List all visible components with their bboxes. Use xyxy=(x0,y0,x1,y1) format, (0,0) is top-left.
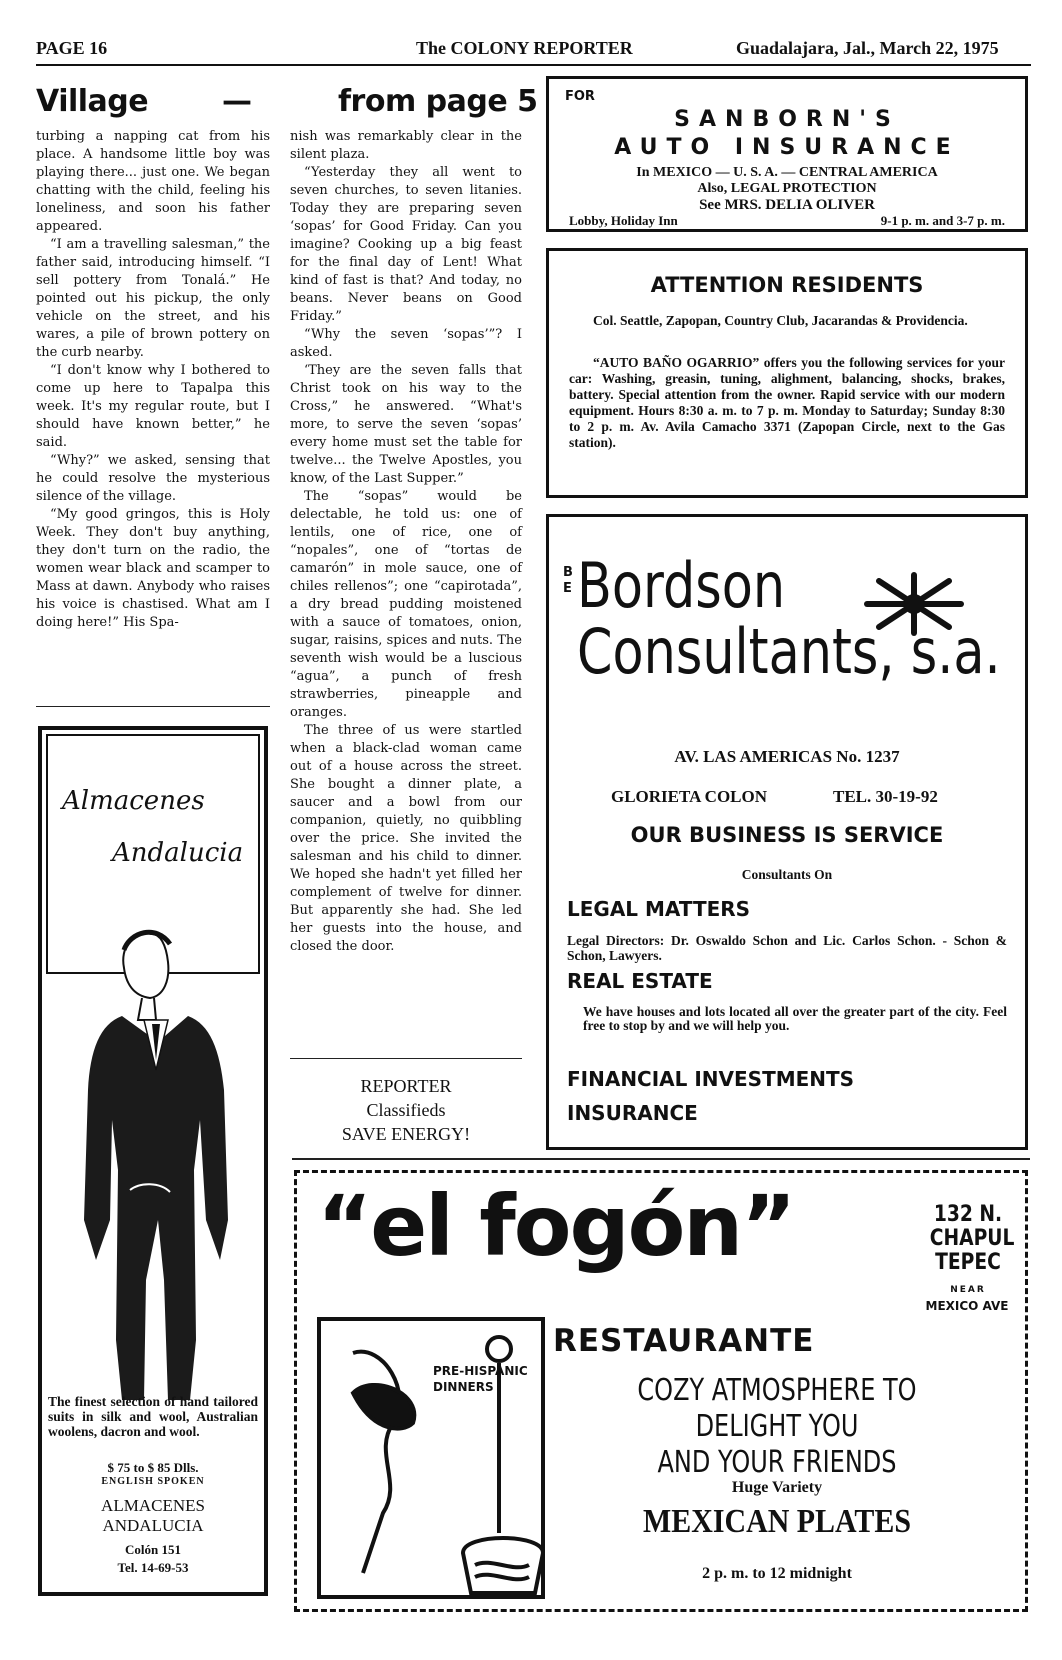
ad-el-fogon xyxy=(294,1170,1028,1612)
fogon-tagline xyxy=(609,1373,945,1481)
legal-matters-heading: LEGAL MATTERS xyxy=(567,897,751,921)
paragraph: ‘They are the seven falls that Christ took on his way to the Cross,” he answered. “What's more, to serve the seven ‘sopas’ every home must set the table for twelve... the Twelve Apostles, you know, of the Last Supper.” xyxy=(290,363,522,486)
paragraph: “I don't know why I bothered to come up here to Tapalpa this week. It's my regular route, but I should have known better,” he said. xyxy=(36,363,270,450)
paragraph: “Why the seven ‘sopas’”? I asked. xyxy=(290,327,522,360)
near-street: MEXICO AVE xyxy=(925,1299,1009,1313)
paragraph: “Yesterday they all went to seven churches, to seven litanies. Today they are preparing seven ‘sopas’ for Good Friday. Can you imagine? Cooking up a big feast for the final day of Lent! What kind of fast is that? And today, no beans. Never beans on Good Friday.” xyxy=(290,165,522,324)
tagline-line: AND YOUR FRIENDS xyxy=(657,1445,897,1480)
business-slogan: OUR BUSINESS IS SERVICE xyxy=(630,823,944,847)
reporter-classifieds-filler xyxy=(290,1074,522,1146)
mexican-plates: MEXICAN PLATES xyxy=(643,1503,911,1540)
legal-protection: Also, LEGAL PROTECTION xyxy=(697,181,877,196)
bordson-phone: TEL. 30-19-92 xyxy=(833,787,938,806)
dateline: Guadalajara, Jal., March 22, 1975 xyxy=(736,38,999,58)
suit-price: $ 75 to $ 85 Dlls. xyxy=(107,1460,199,1475)
real-estate-description: We have houses and lots located all over the greater part of the city. Feel free to stop by and we will help you. xyxy=(583,1004,1007,1033)
address-line: TEPEC xyxy=(935,1250,1001,1275)
restaurante-label: RESTAURANTE xyxy=(553,1323,815,1359)
masthead-rule xyxy=(36,64,1031,66)
fogon-address xyxy=(929,1202,1015,1275)
newspaper-name: The COLONY REPORTER xyxy=(416,38,633,58)
headline-dash: — xyxy=(222,84,252,119)
filler-line: REPORTER xyxy=(360,1076,452,1096)
ad-for-label: FOR xyxy=(565,89,595,104)
ad-bordson-consultants xyxy=(546,514,1028,1150)
page-number: PAGE 16 xyxy=(36,38,108,58)
financial-investments: FINANCIAL INVESTMENTS xyxy=(567,1067,855,1091)
pre-hispanic-line: PRE-HISPANIC xyxy=(433,1364,528,1378)
pre-hispanic-dinners xyxy=(433,1363,528,1395)
column-divider xyxy=(36,706,270,707)
store-phone: Tel. 14-69-53 xyxy=(117,1560,189,1575)
ad-almacenes-andalucia xyxy=(38,726,268,1596)
el-fogon-logo: “el fogón” xyxy=(317,1177,795,1275)
service-description: “AUTO BAÑO OGARRIO” offers you the following services for your car: Washing, greasin, tuning, alighment, balancing, shocks, brakes, battery. Special attention from the owner. Rapid service with our modern equipment. Hours 8:30 a. m. to 7 p. m. Monday to Saturday; Sunday 8:30 to 2 p. m. Av. Avila Camacho 3371 (Zapopan Circle, next to the Gas station). xyxy=(569,355,1005,450)
real-estate-heading: REAL ESTATE xyxy=(567,969,713,993)
paragraph: The three of us were startled when a black-clad woman came out of a house across the street. She bought a dinner plate, a saucer and a bowl from our companion, quietly, no quibbling over the price. She invited the salesman and his child to dinner. We hoped she hadn't yet filled her complement of twelve for dinner. But apparently she had. She led her guests into the house, and closed the door. xyxy=(290,723,522,954)
star-burst-icon xyxy=(859,569,969,639)
ad-attention-residents xyxy=(546,248,1028,498)
store-address: Colón 151 xyxy=(125,1542,181,1557)
near-label: NEAR xyxy=(950,1285,986,1295)
paragraph: nish was remarkably clear in the silent plaza. xyxy=(290,129,522,162)
headline-village: Village xyxy=(36,84,149,119)
suits-description: The finest selection of hand tailored suits in silk and wool, Australian woolens, dacron and wool. xyxy=(48,1394,258,1439)
article-column-2 xyxy=(290,128,522,956)
fogon-hours: 2 p. m. to 12 midnight xyxy=(702,1565,852,1582)
pre-hispanic-line: DINNERS xyxy=(433,1380,494,1394)
location: Lobby, Holiday Inn xyxy=(569,213,678,228)
sanborns-name: SANBORN'S xyxy=(674,107,900,132)
insurance-heading: INSURANCE xyxy=(567,1101,698,1125)
english-spoken: ENGLISH SPOKEN xyxy=(101,1476,205,1487)
legal-directors: Legal Directors: Dr. Oswaldo Schon and Lic. Carlos Schon. - Schon & Schon, Lawyers. xyxy=(567,933,1007,963)
paragraph: “Why?” we asked, sensing that he could resolve the mysterious silence of the village. xyxy=(36,453,270,504)
man-in-suit-illustration xyxy=(60,920,250,1410)
store-name-1: ALMACENES xyxy=(101,1496,205,1515)
bordson-address: AV. LAS AMERICAS No. 1237 xyxy=(674,747,900,766)
contact-person: See MRS. DELIA OLIVER xyxy=(699,197,875,213)
address-line: CHAPUL xyxy=(929,1226,1015,1251)
consultants-on: Consultants On xyxy=(741,867,833,882)
paragraph: “I am a travelling salesman,” the father said, introducing himself. “I sell pottery from Tonalá.” He pointed out his pickup, the only vehicle on the street, and his wares, a pile of brown pottery on the curb nearby. xyxy=(36,237,270,360)
consultants-name: Consultants, s.a. xyxy=(577,615,1001,688)
address-line: 132 N. xyxy=(933,1202,1003,1227)
tagline-line: COZY ATMOSPHERE TO DELIGHT YOU xyxy=(637,1373,917,1444)
service-areas: Col. Seattle, Zapopan, Country Club, Jacarandas & Providencia. xyxy=(593,313,968,328)
attention-title: ATTENTION RESIDENTS xyxy=(650,273,924,297)
script-almacenes: Almacenes xyxy=(62,786,205,816)
pre-hispanic-face-illustration xyxy=(313,1313,549,1603)
be-initials: B E xyxy=(563,565,573,596)
script-andalucia: Andalucia xyxy=(112,838,244,868)
filler-line: SAVE ENERGY! xyxy=(341,1124,471,1144)
paragraph: “My good gringos, this is Holy Week. They don't buy anything, they don't turn on the radio, the women wear black and scamper to Mass at dawn. Anybody who raises his voice is chastised. What am I doing here!” His Spa- xyxy=(36,507,270,630)
column-divider xyxy=(290,1058,522,1059)
filler-line: Classifieds xyxy=(366,1100,446,1120)
auto-insurance: AUTO INSURANCE xyxy=(614,135,960,160)
glorieta: GLORIETA COLON xyxy=(611,787,768,806)
store-name-2: ANDALUCIA xyxy=(102,1516,204,1535)
article-column-1 xyxy=(36,128,270,632)
regions: In MEXICO — U. S. A. — CENTRAL AMERICA xyxy=(636,165,938,180)
huge-variety: Huge Variety xyxy=(731,1479,823,1496)
paragraph: turbing a napping cat from his place. A handsome little boy was playing there... just one. We began chatting with the child, feeling his loneliness, and soon his father appeared. xyxy=(36,129,270,234)
paragraph: The “sopas” would be delectable, he told us: one of lentils, one of rice, one of “nopales”, one of “tortas de camarón” in mole sauce, one of chiles rellenos”; one “capirotada”, a dry bread pudding moistened with a sauce of tomatoes, onion, sugar, raisins, spices and nuts. The seventh wish would be a luscious “agua”, a punch of fresh strawberries, pineapple and oranges. xyxy=(290,489,522,720)
ad-sanborns xyxy=(546,76,1028,232)
headline-from-page: from page 5 xyxy=(338,84,538,119)
bordson-name: Bordson xyxy=(577,549,786,622)
ad-top-rule xyxy=(292,1158,1030,1160)
office-hours: 9-1 p. m. and 3-7 p. m. xyxy=(880,213,1005,228)
